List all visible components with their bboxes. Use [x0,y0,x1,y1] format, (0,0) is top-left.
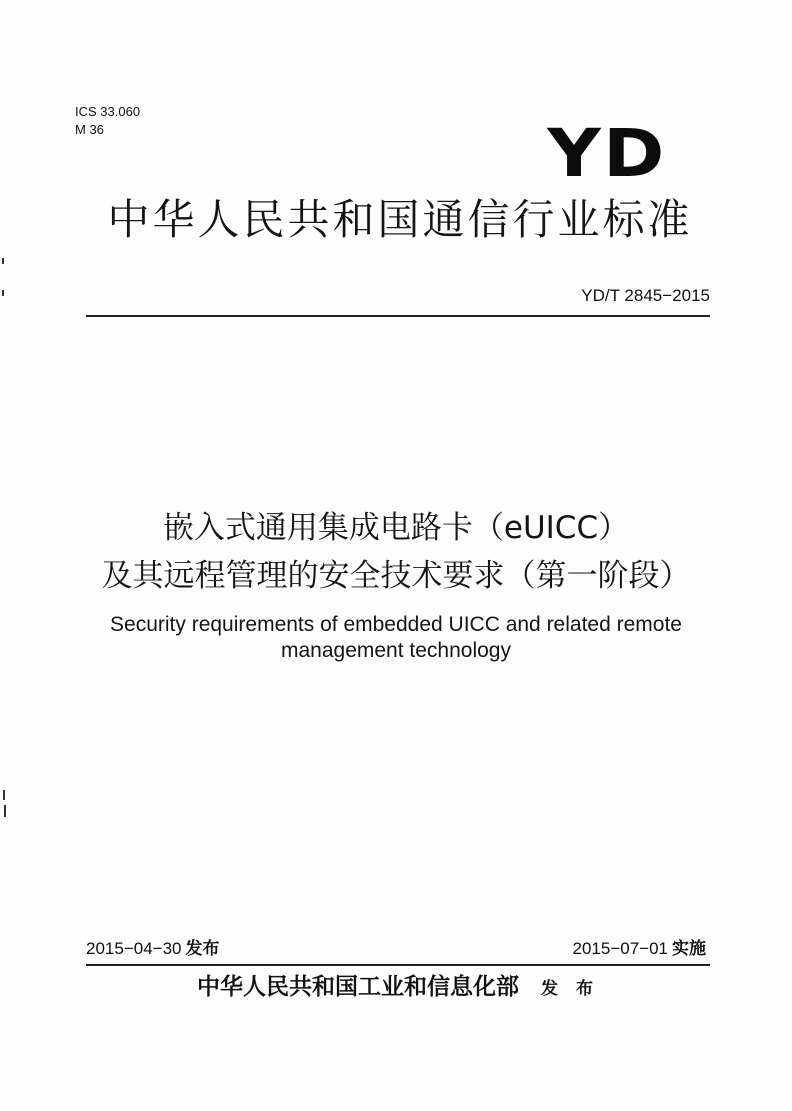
publish-date: 2015−04−30 [86,939,182,958]
document-title-cn-line2: 及其远程管理的安全技术要求（第一阶段） [101,558,691,594]
publisher-line [86,972,710,1004]
scan-mark [2,290,4,296]
category-code: M 36 [75,122,104,137]
ics-code: ICS 33.060 [75,104,141,119]
scan-mark [3,790,5,800]
scan-mark [2,258,4,264]
publish-label: 发布 [185,939,220,958]
standard-code: YD/T 2845−2015 [581,286,710,305]
publisher-verb: 发 布 [541,979,599,999]
document-title-en-line1: Security requirements of embedded UICC and related remote [110,613,682,636]
document-title-en-line2: management technology [281,639,511,662]
publisher-name: 中华人民共和国工业和信息化部 [197,973,520,1000]
yd-logo: YD [547,115,667,192]
footer-divider [86,964,710,966]
document-title-cn-line1: 嵌入式通用集成电路卡（eUICC） [162,510,630,546]
header-divider [86,315,710,317]
scan-mark [4,805,6,817]
implement-date-block [573,938,707,960]
classification-block [75,103,140,139]
publish-date-block [86,938,220,960]
implement-label: 实施 [672,939,706,958]
standard-title: 中华人民共和国通信行业标准 [107,195,693,244]
implement-date: 2015−07−01 [572,939,668,958]
